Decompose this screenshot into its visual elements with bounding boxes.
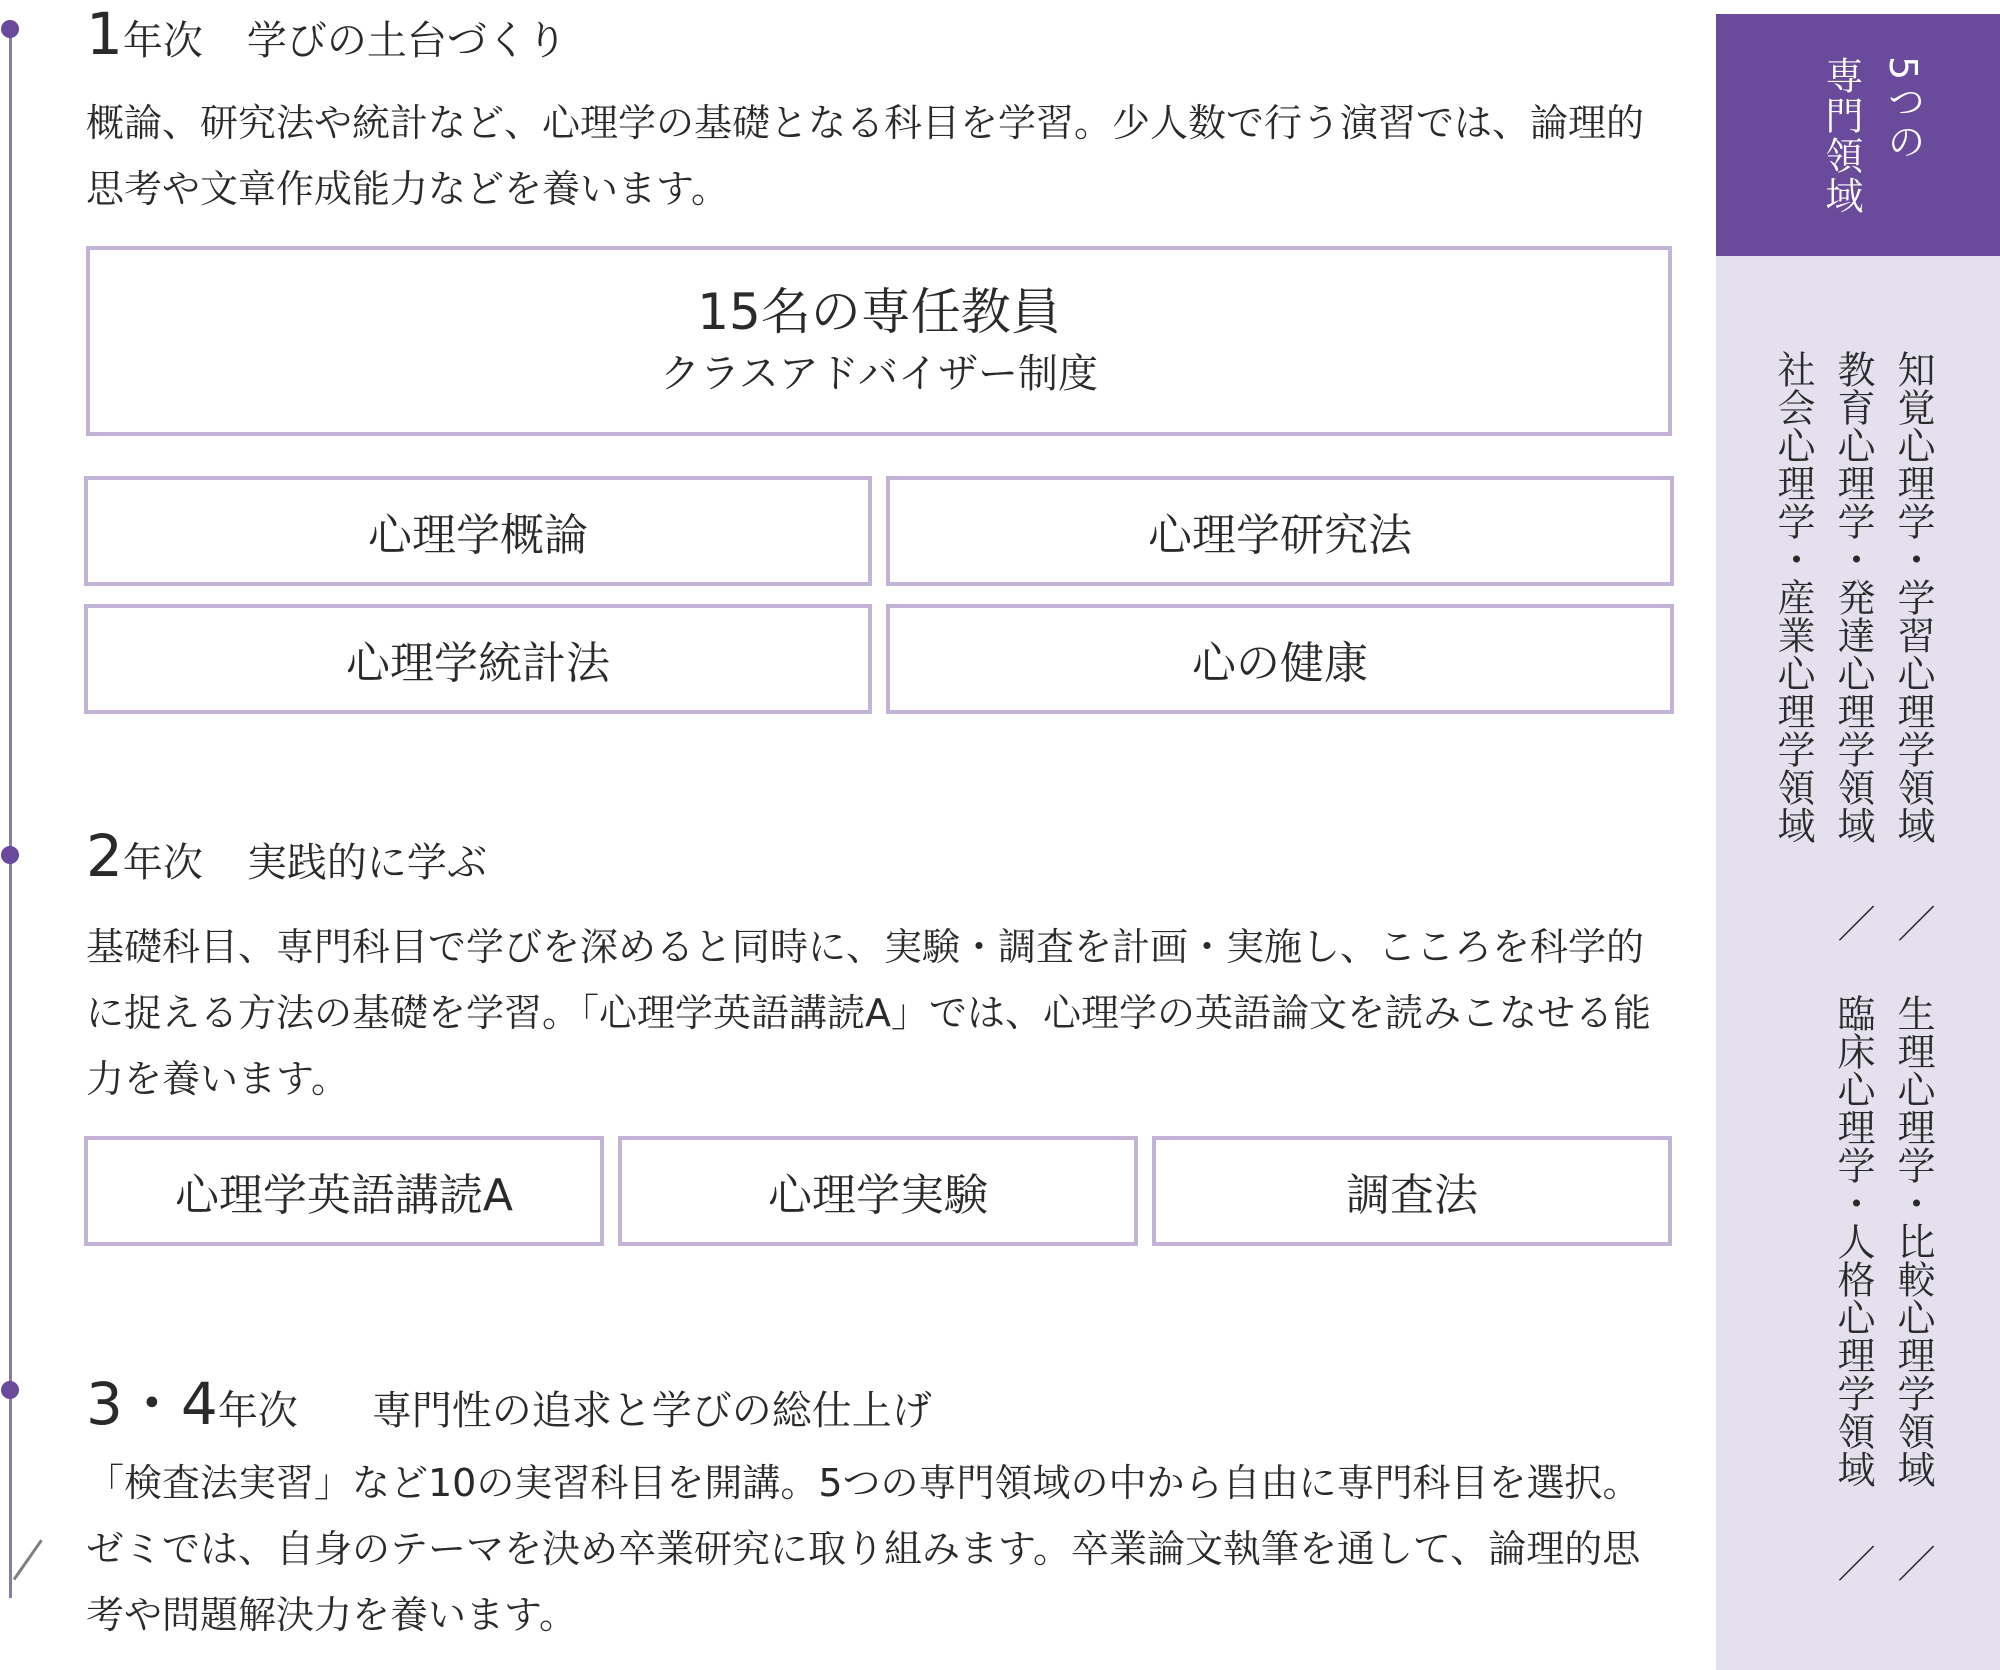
course-box: 心理学実験	[618, 1136, 1138, 1246]
year2-number: 2	[86, 822, 123, 890]
domain-separator: ／	[1831, 1544, 1875, 1582]
course-box: 心理学概論	[84, 476, 872, 586]
timeline-dot-year1	[1, 20, 19, 38]
year1-heading	[86, 0, 567, 68]
course-box: 心理学英語講読A	[84, 1136, 604, 1246]
year2-unit: 年次	[122, 840, 203, 886]
year1-title: 学びの土台づくり	[246, 18, 567, 64]
faculty-count: 15名の専任教員	[697, 283, 1061, 341]
domain-separator: ／	[1891, 904, 1935, 942]
year1-number: 1	[86, 0, 123, 68]
year1-unit: 年次	[122, 18, 203, 64]
domain-educational-developmental: 教育心理学・発達心理学領域	[1831, 350, 1875, 844]
domain-physiological-comparative: 生理心理学・比較心理学領域	[1891, 994, 1935, 1488]
timeline-line	[9, 28, 12, 1598]
domain-perception-learning: 知覚心理学・学習心理学領域	[1891, 350, 1935, 844]
sidebar-header-line1: 5つの	[1881, 56, 1925, 163]
year34-title: 専門性の追求と学びの総仕上げ	[371, 1388, 932, 1434]
domain-separator: ／	[1831, 904, 1875, 942]
year2-title: 実践的に学ぶ	[246, 840, 487, 886]
timeline-end-slash	[13, 1539, 43, 1580]
domain-social-industrial: 社会心理学・産業心理学領域	[1771, 350, 1815, 844]
course-box: 心の健康	[886, 604, 1674, 714]
year34-unit: 年次	[217, 1388, 298, 1434]
year1-description: 概論、研究法や統計など、心理学の基礎となる科目を学習。少人数で行う演習では、論理的思考や文章作成能力などを養います。	[86, 101, 1645, 211]
year34-description: 「検査法実習」など10の実習科目を開講。5つの専門領域の中から自由に専門科目を選択。ゼミでは、自身のテーマを決め卒業研究に取り組みます。卒業論文執筆を通して、論理的思考や問題解決力を養います。	[86, 1461, 1641, 1637]
timeline-dot-year2	[1, 846, 19, 864]
timeline-dot-year34	[1, 1381, 19, 1399]
sidebar-header	[1716, 14, 2000, 256]
domain-separator: ／	[1891, 1544, 1935, 1582]
year2-description: 基礎科目、専門科目で学びを深めると同時に、実験・調査を計画・実施し、こころを科学的に捉える方法の基礎を学習。「心理学英語講読A」では、心理学の英語論文を読みこなせる能力を養います。	[86, 925, 1651, 1101]
class-advisor-system: クラスアドバイザー制度	[660, 351, 1098, 397]
year34-number: 3・4	[86, 1370, 218, 1438]
domain-clinical-personality: 臨床心理学・人格心理学領域	[1831, 994, 1875, 1488]
course-box: 調査法	[1152, 1136, 1672, 1246]
faculty-feature-box	[86, 246, 1672, 436]
specialty-sidebar	[1716, 14, 2000, 1670]
sidebar-header-line2: 専門領域	[1819, 56, 1863, 216]
year2-heading	[86, 822, 487, 890]
year34-heading	[86, 1357, 932, 1441]
course-box: 心理学研究法	[886, 476, 1674, 586]
course-box: 心理学統計法	[84, 604, 872, 714]
